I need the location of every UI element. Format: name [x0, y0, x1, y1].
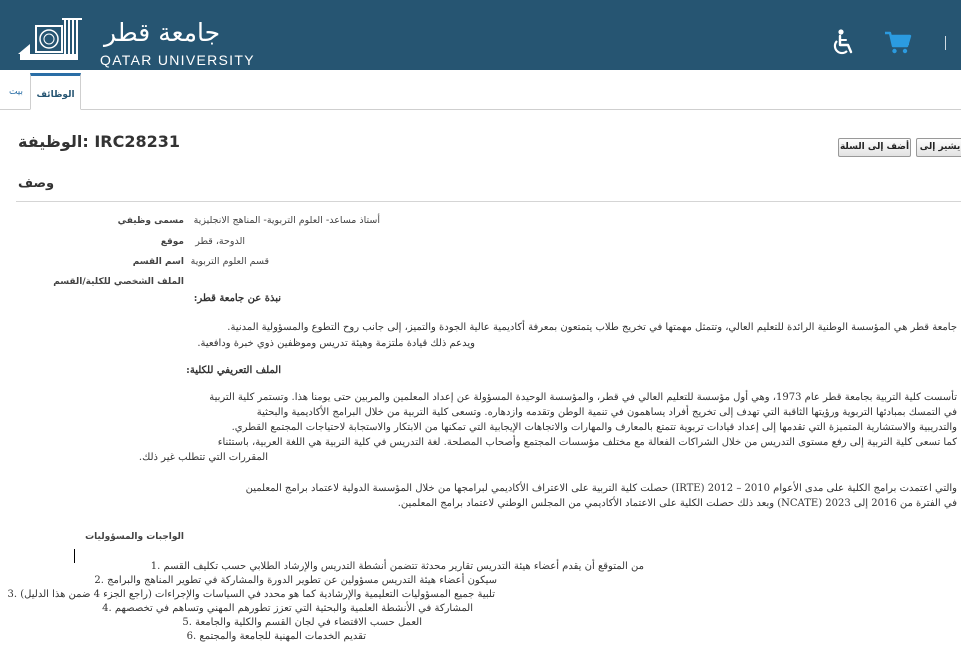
- logo-english-text: QATAR UNIVERSITY: [100, 52, 255, 68]
- field-value-department: قسم العلوم التربوية: [190, 256, 269, 267]
- duty-item-5: العمل حسب الاقتضاء في لجان القسم والكلية والجامعة .5: [182, 617, 422, 628]
- tab-bar: [0, 70, 961, 110]
- about-qu-line-2: ويدعم ذلك قيادة ملتزمة وهيئة تدريس وموظفين ذوي خبرة ودافعية.: [197, 338, 475, 349]
- field-value-job-title: أستاذ مساعد- العلوم التربوية- المناهج الانجليزية: [193, 215, 380, 226]
- college-profile-line-1: تأسست كلية التربية بجامعة قطر عام 1973، وهي أول مؤسسة للتعليم العالي في قطر، والمؤسسة الوحيدة المسؤولة عن إعداد المعلمين والمربين حتى يومنا هذا. وتستمر كلية التربية: [209, 392, 957, 403]
- field-label-job-title: مسمى وظيفي: [117, 216, 184, 226]
- college-profile-heading: الملف التعريفي للكلية:: [186, 365, 281, 376]
- field-label-college-profile: الملف الشخصي للكلية/القسم: [53, 277, 184, 287]
- site-header: [0, 0, 961, 70]
- duty-item-4: المشاركة في الأنشطة العلمية والبحثية التي تعزز تطورهم المهني وتساهم في تخصصهم .4: [102, 603, 473, 614]
- logo-arabic-text: جامعة قطر: [104, 18, 221, 47]
- page-title: الوظيفة: IRC28231: [18, 132, 180, 151]
- tab-home[interactable]: بيت: [8, 87, 24, 97]
- accessibility-icon[interactable]: [828, 26, 860, 58]
- text-cursor: [74, 549, 75, 563]
- college-profile-line-5: المقررات التي تتطلب غير ذلك.: [138, 452, 268, 463]
- field-value-location: الدوحة، قطر: [195, 236, 245, 247]
- description-heading: وصف: [18, 176, 55, 191]
- about-qu-heading: نبذة عن جامعة قطر:: [193, 293, 281, 304]
- add-to-cart-button[interactable]: أضف إلى السلة: [838, 138, 911, 157]
- duty-item-6: تقديم الخدمات المهنية للجامعة والمجتمع .6: [186, 631, 366, 642]
- field-label-duties: الواجبات والمسؤوليات: [85, 532, 184, 542]
- college-profile-line-2: في التمسك بمبادئها التربوية ورؤيتها الثاقبة التي تهدف إلى تخريج أفراد يساهمون في تنمية الوطن وتقدمه وازدهاره. وتسعى كلية التربية من خلال البرامج الأكاديمية والبحثية: [256, 407, 957, 418]
- university-logo[interactable]: [16, 16, 255, 68]
- divider: [16, 201, 961, 202]
- field-label-location: موقع: [160, 237, 184, 247]
- college-profile-line-4: كما تسعى كلية التربية إلى رفع مستوى التدريس من خلال الشراكات الفعالة مع مختلف مؤسسات المجتمع وأصحاب المصلحة. لغة التدريس في كلية التربية هي اللغة العربية، باستثناء: [217, 437, 957, 448]
- about-qu-line-1: جامعة قطر هي المؤسسة الوطنية الرائدة للتعليم العالي، وتتمثل مهمتها في تخريج طلاب يتمتعون بمعرفة أكاديمية عالية الجودة والتميز، إلى جانب روح التطوع والمسؤولية المدنية.: [227, 322, 957, 333]
- tab-jobs[interactable]: الوظائف: [30, 73, 81, 110]
- logo-emblem-icon: [16, 16, 88, 66]
- accreditation-line-2: في الفترة من 2016 إلى 2023 (NCATE) وبعد ذلك حصلت الكلية على الاعتماد الأكاديمي من المجلس الوطني لاعتماد برامج المعلمين.: [397, 498, 957, 509]
- shopping-cart-icon[interactable]: [882, 26, 914, 58]
- duty-item-3: تلبية جميع المسؤوليات التعليمية والإرشادية كما هو محدد في السياسات والإجراءات (راجع الجزء 4 ضمن هذا الدليل) .3: [7, 589, 495, 600]
- header-separator: [945, 36, 946, 50]
- accreditation-line-1: والتي اعتمدت برامج الكلية على مدى الأعوام 2010 – 2012 (IRTE) حصلت كلية التربية على الاعتراف الأكاديمي لبرامجها من خلال المؤسسة الدولية لاعتماد برامج المعلمين: [245, 483, 957, 494]
- college-profile-line-3: والتدريبية والاستشارية المتميزة التي تقدمها إلى إعداد قيادات تربوية تتمتع بالمعارف والمهارات والاتجاهات الإيجابية التي تمكنها من الابتكار والاستجابة لاحتياجات المجتمع القطري.: [231, 422, 957, 433]
- field-label-department: اسم القسم: [132, 257, 184, 267]
- duty-item-1: من المتوقع أن يقدم أعضاء هيئة التدريس تقارير محدثة تتضمن أنشطة التدريس والإرشاد الطلابي حسب تكليف القسم .1: [150, 561, 644, 572]
- share-button[interactable]: يشير إلى: [916, 138, 961, 157]
- duty-item-2: سيكون أعضاء هيئة التدريس مسؤولين عن تطوير الدورة والمشاركة في تطوير المناهج والبرامج .2: [94, 575, 497, 586]
